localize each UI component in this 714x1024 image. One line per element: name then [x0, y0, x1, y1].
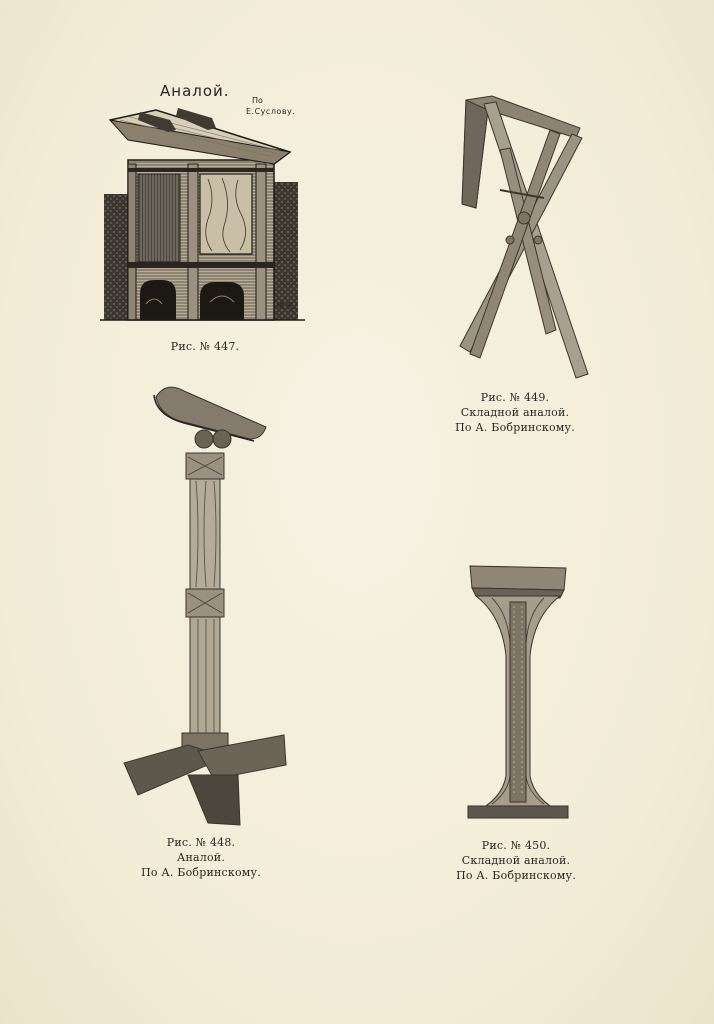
fig447-credit-line2: Е.Суслову. — [246, 107, 296, 116]
fig449-caption-title: Складной аналой. — [460, 406, 570, 419]
fig447-caption-number: Рис. № 447. — [170, 340, 240, 353]
fig448-caption-number: Рис. № 448. — [166, 836, 236, 849]
fig449-caption-credit: По А. Бобринскому. — [455, 421, 575, 434]
fig447-title: Аналой. — [160, 82, 230, 100]
fig448-caption-title: Аналой. — [176, 851, 226, 864]
fig450-caption-credit: По А. Бобринскому. — [456, 869, 576, 882]
fig450-photo — [462, 562, 574, 824]
fig447-engraving — [100, 104, 305, 326]
fig450-caption-title: Складной аналой. — [461, 854, 571, 867]
fig448-caption — [126, 835, 276, 880]
fig447-credit-line1: По — [252, 96, 263, 105]
fig450-caption-number: Рис. № 450. — [481, 839, 551, 852]
fig448-photo — [118, 383, 293, 828]
fig447-caption — [150, 339, 260, 354]
fig449-photo — [440, 90, 600, 385]
fig449-caption — [440, 390, 590, 435]
fig448-caption-credit: По А. Бобринскому. — [141, 866, 261, 879]
fig447-monogram: М.К. — [276, 302, 296, 312]
fig450-caption — [441, 838, 591, 883]
fig449-caption-number: Рис. № 449. — [480, 391, 550, 404]
